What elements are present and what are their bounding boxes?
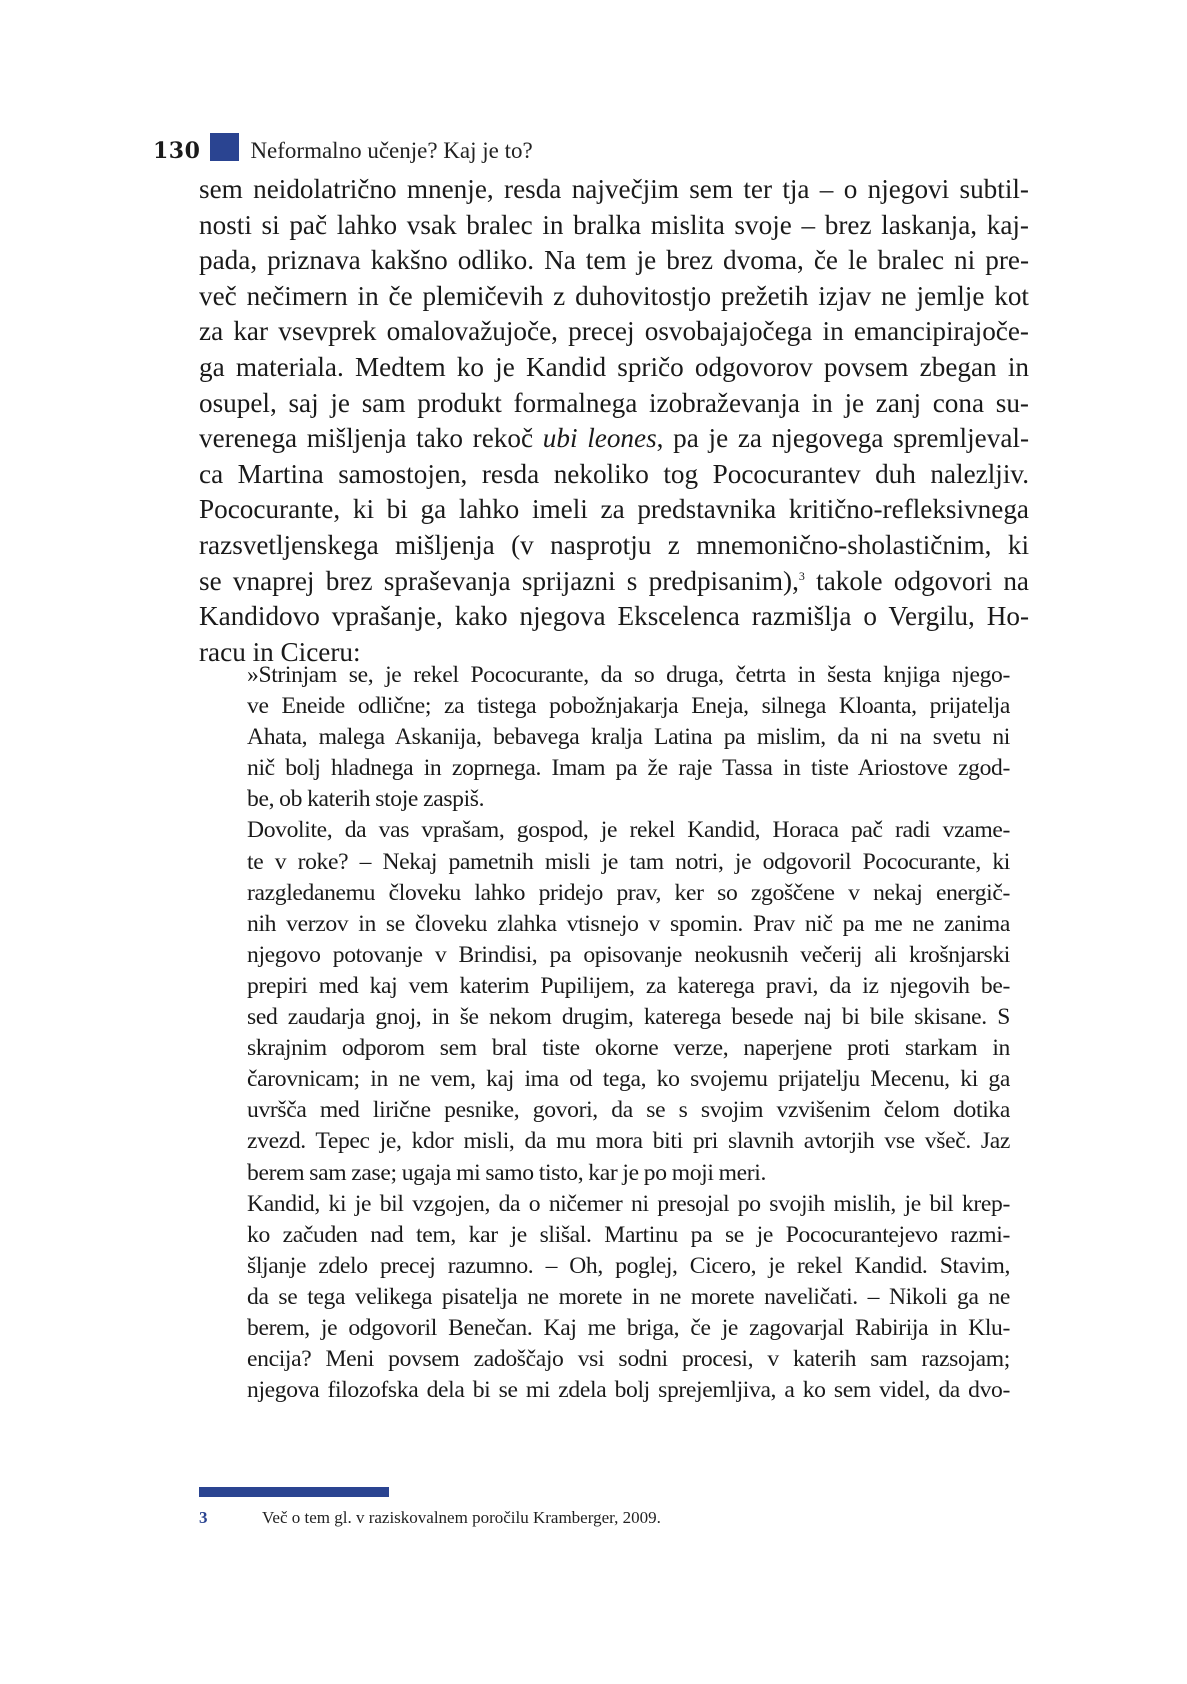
body-line-with-footnote-ref: [199, 564, 1029, 600]
quote-line: berem sam zase; ugaja mi samo tisto, kar je po moji meri.: [247, 1159, 767, 1186]
footnote-reference[interactable]: 3: [798, 568, 805, 583]
quote-line: sed zaudarja gnoj, in še nekom drugim, katerega besede naj bi bile skisane. S: [247, 1004, 1010, 1031]
footnote: [199, 1508, 661, 1528]
body-line-with-italic: [199, 421, 1029, 457]
footnote-rule: [199, 1487, 389, 1497]
running-head: [153, 122, 533, 162]
block-quote: [247, 660, 1010, 1406]
quote-line: čarovnicam; in ne vem, kaj ima od tega, ko svojemu prijatelju Mecenu, ki ga: [247, 1066, 1010, 1093]
quote-line: Kandid, ki je bil vzgojen, da o ničemer ni presojal po svojih mislih, je bil krep-: [247, 1190, 1010, 1217]
page-number: 130: [153, 138, 201, 164]
quote-line: da se tega velikega pisatelja ne morete in ne morete naveličati. – Nikoli ga ne: [247, 1283, 1010, 1310]
quote-line: encija? Meni povsem zadoščajo vsi sodni procesi, v katerih sam razsojam;: [247, 1346, 1010, 1373]
footnote-number: 3: [199, 1508, 208, 1527]
quote-line: skrajnim odporom sem bral tiste okorne verze, naperjene proti starkam in: [247, 1035, 1010, 1062]
body-line: več nečimern in če plemičevih z duhovitostjo prežetih izjav ne jemlje kot: [199, 280, 1029, 311]
running-title: Neformalno učenje? Kaj je to?: [250, 138, 533, 163]
text-span: takole odgovori na: [804, 565, 1030, 596]
quote-line: Ahata, malega Askanija, bebavega kralja Latina pa mislim, da ni na svetu ni: [247, 724, 1010, 751]
footnote-text: Več o tem gl. v raziskovalnem poročilu Kramberger, 2009.: [262, 1508, 661, 1527]
body-line: racu in Ciceru:: [199, 636, 361, 667]
quote-line: prepiri med kaj vem katerim Pupilijem, za katerega pravi, da iz njegovih be-: [247, 972, 1010, 999]
quote-line: nih verzov in se človeku zlahka vtisnejo v spomin. Prav nič pa me ne zanima: [247, 910, 1010, 937]
body-line: razsvetljenskega mišljenja (v nasprotju z mnemonično-sholastičnim, ki: [199, 529, 1029, 560]
body-line: ga materiala. Medtem ko je Kandid spričo odgovorov povsem zbegan in: [199, 351, 1029, 382]
quote-line: razgledanemu človeku lahko pridejo prav, ker so zgoščene v nekaj energič-: [247, 879, 1010, 906]
body-line: ca Martina samostojen, resda nekoliko tog Pococurantev duh nalezljiv.: [199, 458, 1029, 489]
text-span: se vnaprej brez spraševanja sprijazni s predpisanim),: [199, 565, 799, 596]
quote-line: njegovo potovanje v Brindisi, pa opisovanje neokusnih večerij ali krošnjarski: [247, 941, 1010, 968]
body-text: [199, 172, 1029, 670]
body-line: osupel, saj je sam produkt formalnega izobraževanja in je zanj cona su-: [199, 387, 1029, 418]
latin-phrase: ubi leones: [542, 423, 657, 454]
quote-line: be, ob katerih stoje zaspiš.: [247, 786, 485, 813]
quote-line: zvezd. Tepec je, kdor misli, da mu mora biti pri slavnih avtorjih vse všeč. Jaz: [247, 1128, 1010, 1155]
body-line: Kandidovo vprašanje, kako njegova Ekscelenca razmišlja o Vergilu, Ho-: [199, 601, 1029, 632]
body-line: Pococurante, ki bi ga lahko imeli za predstavnika kritično-refleksivnega: [199, 494, 1029, 525]
section-marker-square: [210, 133, 239, 161]
quote-line: Dovolite, da vas vprašam, gospod, je rekel Kandid, Horaca pač radi vzame-: [247, 817, 1010, 844]
body-line: pada, priznava kakšno odliko. Na tem je brez dvoma, če le bralec ni pre-: [199, 245, 1029, 276]
body-line: nosti si pač lahko vsak bralec in bralka mislita svoje – brez laskanja, kaj-: [199, 209, 1029, 240]
quote-line: ve Eneide odlične; za tistega pobožnjakarja Eneja, silnega Kloanta, prijatelja: [247, 693, 1010, 720]
quote-line: te v roke? – Nekaj pametnih misli je tam notri, je odgovoril Pococurante, ki: [247, 848, 1010, 875]
quote-line: šljanje zdelo precej razumno. – Oh, poglej, Cicero, je rekel Kandid. Stavim,: [247, 1252, 1010, 1279]
quote-line: »Strinjam se, je rekel Pococurante, da so druga, četrta in šesta knjiga njego-: [247, 662, 1010, 688]
quote-line: ko začuden nad tem, kar je slišal. Martinu pa se je Pococurantejevo razmi-: [247, 1221, 1010, 1248]
quote-line: berem, je odgovoril Benečan. Kaj me briga, če je zagovarjal Rabirija in Klu-: [247, 1314, 1010, 1341]
quote-line: njegova filozofska dela bi se mi zdela bolj sprejemljiva, a ko sem videl, da dvo-: [247, 1377, 1010, 1404]
text-span: verenega mišljenja tako rekoč: [199, 423, 543, 454]
body-line: za kar vsevprek omalovažujoče, precej osvobajajočega in emancipirajoče-: [199, 316, 1029, 347]
body-line: sem neidolatrično mnenje, resda največjim sem ter tja – o njegovi subtil-: [199, 174, 1029, 204]
text-span: , pa je za njegovega spremljeval-: [656, 423, 1029, 454]
quote-line: nič bolj hladnega in zoprnega. Imam pa že raje Tassa in tiste Ariostove zgod-: [247, 755, 1010, 782]
quote-line: uvršča med lirične pesnike, govori, da se s svojim vzvišenim čelom dotika: [247, 1097, 1010, 1124]
